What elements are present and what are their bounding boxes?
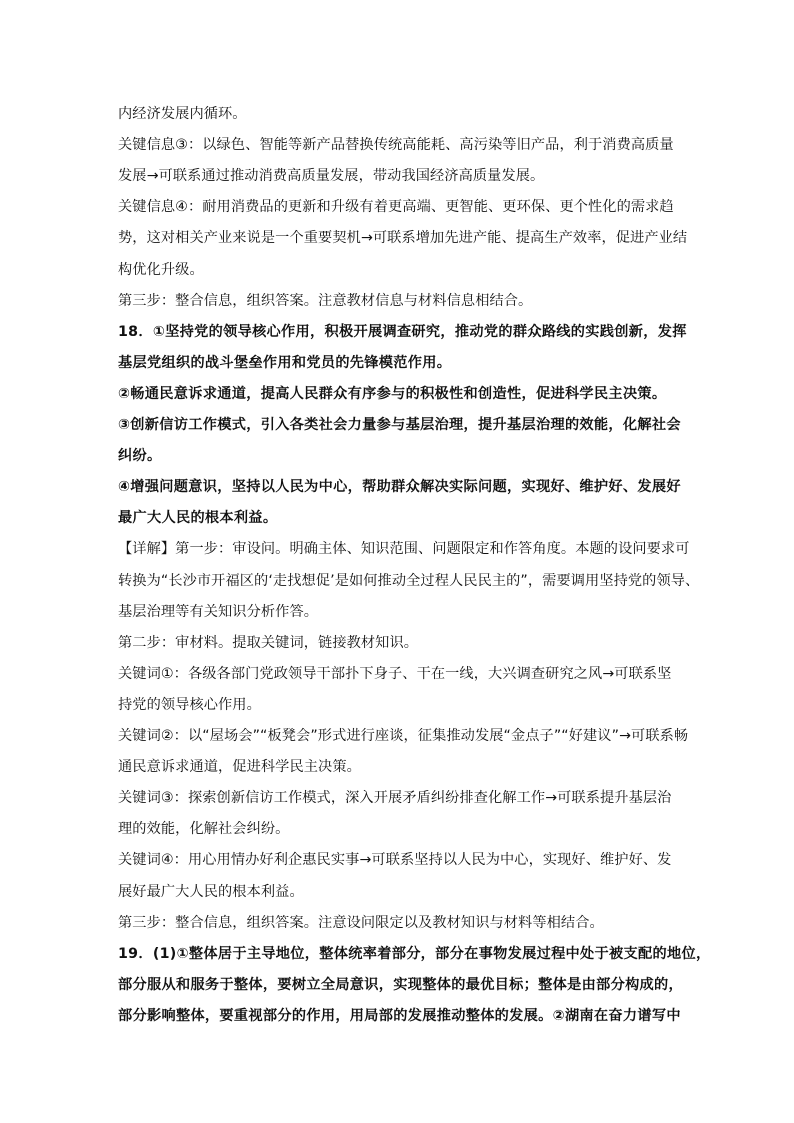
text-line: 基层治理等有关知识分析作答。 — [118, 603, 319, 620]
text-line: 构优化升级。 — [118, 261, 204, 278]
text-line: 理的效能，化解社会纠纷。 — [118, 821, 290, 838]
text-line: 部分影响整体，要重视部分的作用，用局部的发展推动整体的发展。②湖南在奋力谱写中 — [118, 1007, 681, 1024]
text-line: 持党的领导核心作用。 — [118, 696, 261, 713]
text-line: 最广大人民的根本利益。 — [118, 510, 278, 527]
text-line: 关键词③：探索创新信访工作模式，深入开展矛盾纠纷排查化解工作→可联系提升基层治 — [118, 790, 672, 807]
text-line: 部分服从和服务于整体，要树立全局意识，实现整体的最优目标；整体是由部分构成的， — [118, 976, 684, 993]
text-line: 关键词①：各级各部门党政领导干部扑下身子、干在一线，大兴调查研究之风→可联系坚 — [118, 665, 672, 682]
text-line: 第二步：审材料。提取关键词，链接教材知识。 — [118, 634, 419, 651]
text-line: 基层党组织的战斗堡垒作用和党员的先锋模范作用。 — [118, 354, 452, 371]
text-line: 19．(1)①整体居于主导地位，整体统率着部分，部分在事物发展过程中处于被支配的地位， — [118, 945, 711, 962]
text-line: 发展→可联系通过推动消费高质量发展，带动我国经济高质量发展。 — [118, 168, 545, 185]
text-line: 转换为“长沙市开福区的‘走找想促’是如何推动全过程人民民主的”，需要调用坚持党的领导、 — [118, 572, 700, 589]
text-line: 关键词②：以“屋场会”“板凳会”形式进行座谈，征集推动发展“金点子”“好建议”→可联系畅 — [118, 728, 689, 744]
text-line: 关键信息③：以绿色、智能等新产品替换传统高能耗、高污染等旧产品，利于消费高质量 — [118, 137, 674, 154]
text-line: 18．①坚持党的领导核心作用，积极开展调查研究，推动党的群众路线的实践创新，发挥 — [118, 323, 687, 340]
text-line: 关键信息④：耐用消费品的更新和升级有着更高端、更智能、更环保、更个性化的需求趋 — [118, 199, 674, 216]
text-line: ③创新信访工作模式，引入各类社会力量参与基层治理，提升基层治理的效能，化解社会 — [118, 417, 681, 433]
text-line: 关键词④：用心用情办好利企惠民实事→可联系坚持以人民为中心，实现好、维护好、发 — [118, 852, 672, 869]
text-line: ②畅通民意诉求通道，提高人民群众有序参与的积极性和创造性，促进科学民主决策。 — [118, 385, 667, 402]
text-line: 第三步：整合信息，组织答案。注意设问限定以及教材知识与材料等相结合。 — [118, 914, 604, 931]
text-line: ④增强问题意识，坚持以人民为中心，帮助群众解决实际问题，实现好、维护好、发展好 — [118, 479, 681, 496]
text-line: 第三步：整合信息，组织答案。注意教材信息与材料信息相结合。 — [118, 292, 533, 309]
text-line: 势，这对相关产业来说是一个重要契机→可联系增加先进产能、提高生产效率，促进产业结 — [118, 230, 688, 247]
text-line: 内经济发展内循环。 — [118, 106, 247, 122]
text-line: 【详解】第一步：审设问。明确主体、知识范围、问题限定和作答角度。本题的设问要求可 — [118, 541, 690, 558]
text-line: 纠纷。 — [118, 448, 162, 465]
text-line: 展好最广大人民的根本利益。 — [118, 883, 304, 900]
text-line: 通民意诉求通道，促进科学民主决策。 — [118, 759, 361, 776]
